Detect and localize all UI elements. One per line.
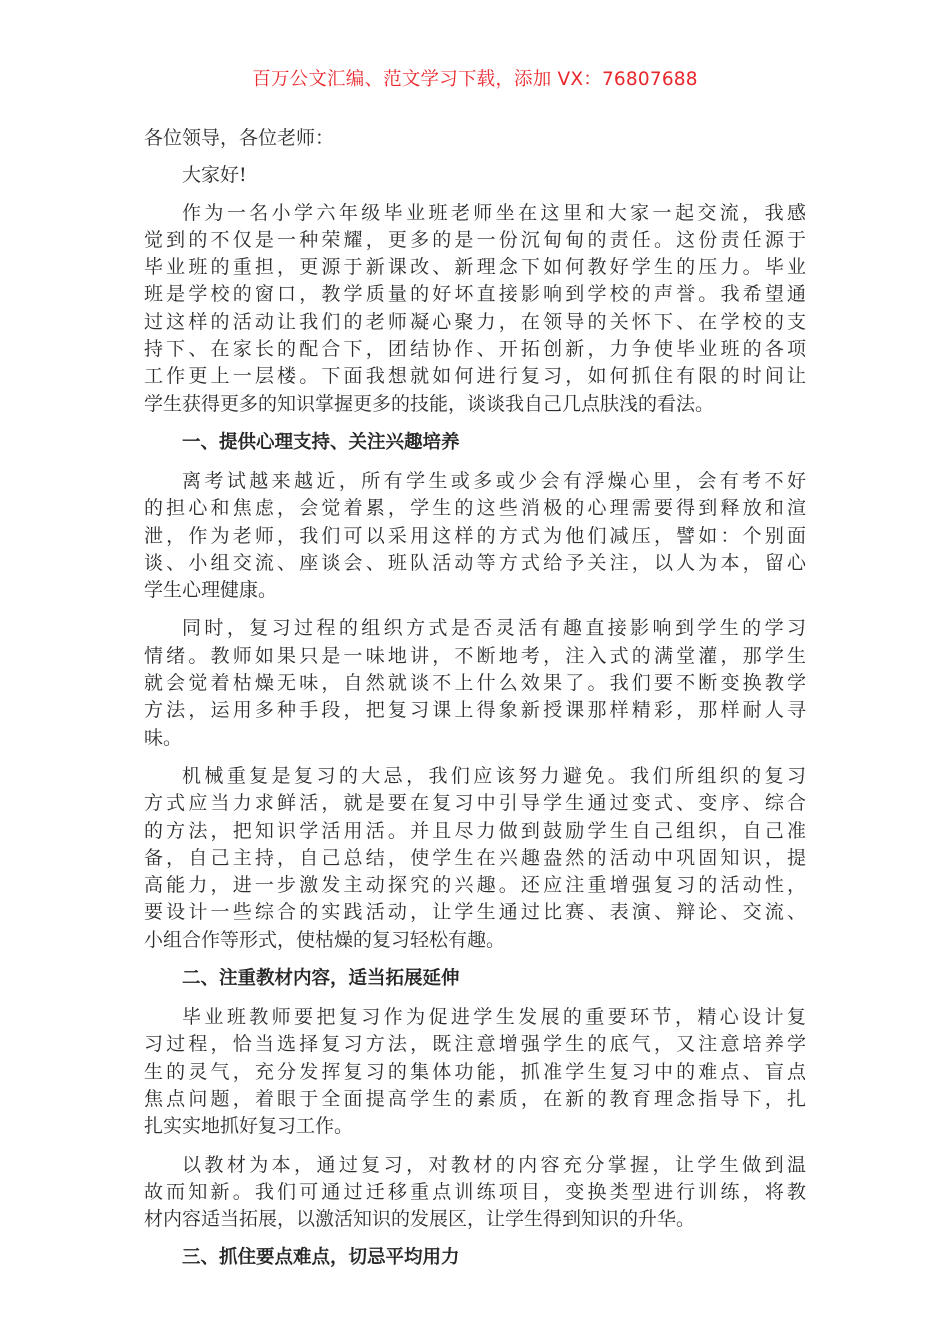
text-line: 的担心和焦虑，会觉着累，学生的这些消极的心理需要得到释放和渲 [144, 497, 806, 520]
text-line: 班是学校的窗口，教学质量的好坏直接影响到学校的声誉。我希望通 [144, 283, 806, 306]
section-heading-3: 三、抓住要点难点，切忌平均用力 [182, 1247, 460, 1269]
text-line: 焦点问题，着眼于全面提高学生的素质，在新的教育理念指导下，扎 [144, 1087, 806, 1110]
header-banner: 百万公文汇编、范文学习下载，添加 VX：76807688 [252, 69, 698, 90]
text-line: 味。 [144, 726, 183, 749]
text-line: 毕业班教师要把复习作为促进学生发展的重要环节，精心设计复 [182, 1006, 806, 1029]
text-line: 觉到的不仅是一种荣耀，更多的是一份沉甸甸的责任。这份责任源于 [144, 228, 806, 251]
text-line: 工作更上一层楼。下面我想就如何进行复习，如何抓住有限的时间让 [144, 365, 806, 388]
text-line: 生的灵气，充分发挥复习的集体功能，抓准学生复习中的难点、盲点 [144, 1060, 806, 1083]
paragraph [144, 615, 806, 751]
text-line: 持下、在家长的配合下，团结协作、开拓创新，力争使毕业班的各项 [144, 338, 806, 361]
text-line: 以教材为本，通过复习，对教材的内容充分掌握，让学生做到温 [182, 1153, 806, 1176]
text-line: 方法，运用多种手段，把复习课上得象新授课那样精彩，那样耐人寻 [144, 699, 806, 722]
text-line: 习过程，恰当选择复习方法，既注意增强学生的底气，又注意培养学 [144, 1033, 806, 1056]
paragraph [144, 468, 806, 604]
text-line: 过这样的活动让我们的老师凝心聚力，在领导的关怀下、在学校的支 [144, 310, 806, 333]
paragraph [144, 1152, 806, 1234]
text-line: 离考试越来越近，所有学生或多或少会有浮燥心里，会有考不好 [182, 469, 806, 492]
salutation: 各位领导，各位老师： [144, 127, 335, 149]
paragraph [144, 1004, 806, 1140]
text-line: 的方法，把知识学活用活。并且尽力做到鼓励学生自己组织，自己准 [144, 819, 806, 842]
text-line: 毕业班的重担，更源于新课改、新理念下如何教好学生的压力。毕业 [144, 256, 806, 279]
text-line: 情绪。教师如果只是一味地讲，不断地考，注入式的满堂灌，那学生 [144, 644, 806, 667]
section-heading-2: 二、注重教材内容，适当拓展延伸 [182, 968, 460, 990]
text-line: 方式应当力求鲜活，就是要在复习中引导学生通过变式、变序、综合 [144, 792, 806, 815]
greeting: 大家好! [182, 164, 247, 187]
text-line: 学生获得更多的知识掌握更多的技能，谈谈我自己几点肤浅的看法。 [144, 392, 715, 415]
text-line: 备，自己主持，自己总结，使学生在兴趣盎然的活动中巩固知识，提 [144, 846, 806, 869]
text-line: 学生心理健康。 [144, 579, 278, 602]
paragraph [144, 763, 806, 954]
text-line: 故而知新。我们可通过迁移重点训练项目，变换类型进行训练，将教 [144, 1180, 806, 1203]
text-line: 作为一名小学六年级毕业班老师坐在这里和大家一起交流，我感 [182, 201, 806, 224]
text-line: 谈、小组交流、座谈会、班队活动等方式给予关注，以人为本，留心 [144, 551, 806, 574]
text-line: 扎实实地抓好复习工作。 [144, 1115, 354, 1138]
section-heading-1: 一、提供心理支持、关注兴趣培养 [182, 431, 460, 453]
text-line: 就会觉着枯燥无味，自然就谈不上什么效果了。我们要不断变换教学 [144, 672, 806, 695]
text-line: 高能力，进一步激发主动探究的兴趣。还应注重增强复习的活动性， [144, 874, 806, 897]
text-line: 小组合作等形式，使枯燥的复习轻松有趣。 [144, 928, 506, 951]
text-line: 泄，作为老师，我们可以采用这样的方式为他们减压，譬如：个别面 [144, 524, 806, 547]
text-line: 同时，复习过程的组织方式是否灵活有趣直接影响到学生的学习 [182, 617, 806, 640]
document-body [144, 125, 806, 1283]
text-line: 机械重复是复习的大忌，我们应该努力避免。我们所组织的复习 [182, 764, 806, 787]
intro-paragraph [144, 200, 806, 418]
text-line: 材内容适当拓展，以激活知识的发展区，让学生得到知识的升华。 [144, 1208, 696, 1231]
text-line: 要设计一些综合的实践活动，让学生通过比赛、表演、辩论、交流、 [144, 901, 806, 924]
